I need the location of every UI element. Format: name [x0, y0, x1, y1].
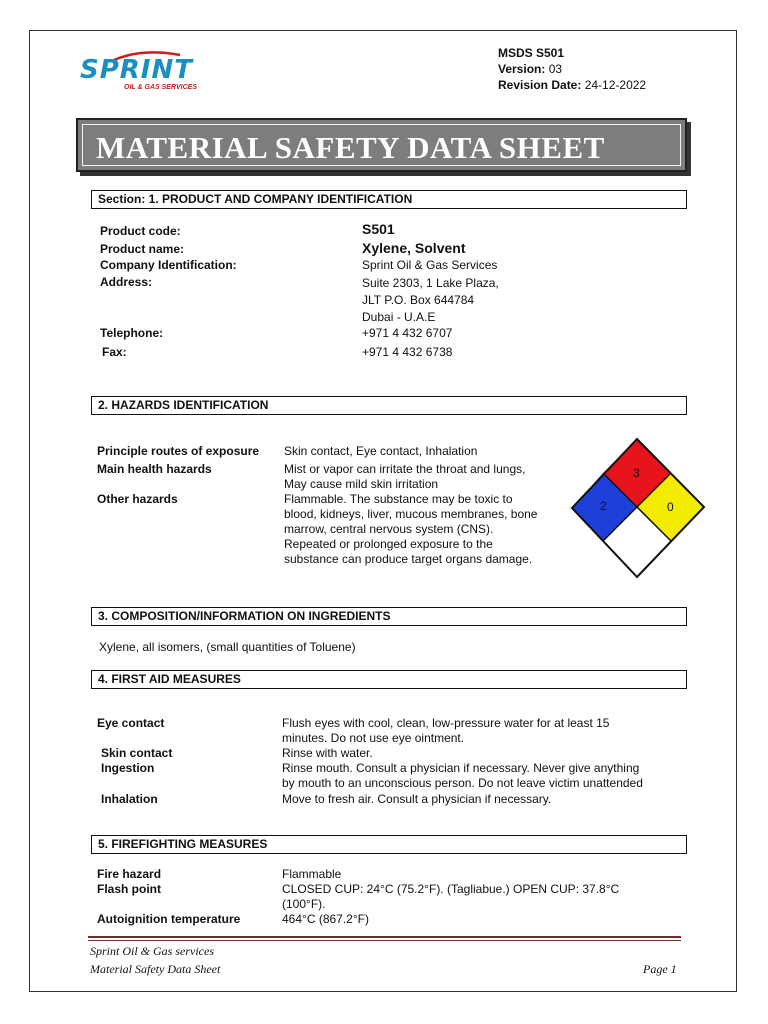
autoignition-label: Autoignition temperature	[97, 912, 241, 926]
fax-label: Fax:	[102, 345, 127, 359]
section1-heading: Section: 1. PRODUCT AND COMPANY IDENTIFICATION	[91, 190, 687, 209]
version-value: 03	[548, 62, 563, 76]
footer-rule	[88, 936, 681, 938]
product-code: S501	[362, 221, 395, 237]
other-hazards	[284, 492, 537, 567]
section4-heading: 4. FIRST AID MEASURES	[91, 670, 687, 689]
routes: Skin contact, Eye contact, Inhalation	[284, 444, 478, 458]
eye-line: minutes. Do not use eye ointment.	[282, 731, 465, 745]
revision-value: 24-12-2022	[584, 78, 647, 92]
telephone-label: Telephone:	[100, 326, 164, 340]
flash-point-label: Flash point	[97, 882, 161, 896]
revision-line	[498, 78, 646, 93]
flash-line: (100°F).	[282, 897, 326, 911]
inhalation-label: Inhalation	[101, 792, 158, 806]
revision-label: Revision Date:	[498, 78, 582, 92]
section2-heading: 2. HAZARDS IDENTIFICATION	[91, 396, 687, 415]
other-line: marrow, central nervous system (CNS).	[284, 522, 494, 536]
version-label: Version:	[498, 62, 546, 76]
address-line: Dubai - U.A.E	[362, 310, 436, 324]
nfpa-health-value: 2	[600, 499, 607, 513]
skin-contact: Rinse with water.	[282, 746, 373, 760]
health-line: Mist or vapor can irritate the throat and lungs,	[284, 462, 526, 476]
footer-company: Sprint Oil & Gas services	[90, 944, 214, 958]
logo-subtitle: OIL & GAS SERVICES	[124, 84, 197, 91]
other-line: Flammable. The substance may be toxic to	[284, 492, 513, 506]
ingestion-line: by mouth to an unconscious person. Do not leave victim unattended	[282, 776, 643, 790]
eye-line: Flush eyes with cool, clean, low-pressure water for at least 15	[282, 716, 610, 730]
fire-hazard-label: Fire hazard	[97, 867, 162, 881]
footer-doc-title: Material Safety Data Sheet	[90, 962, 221, 976]
skin-contact-label: Skin contact	[101, 746, 173, 760]
flash-point	[282, 882, 619, 912]
telephone: +971 4 432 6707	[362, 326, 453, 340]
footer-rule	[88, 940, 681, 941]
address-line: JLT P.O. Box 644784	[362, 293, 475, 307]
address-label: Address:	[100, 275, 153, 289]
fire-hazard: Flammable	[282, 867, 342, 881]
eye-contact	[282, 716, 609, 746]
page-title: MATERIAL SAFETY DATA SHEET	[96, 130, 605, 165]
health-hazards	[284, 462, 525, 492]
address	[362, 275, 499, 326]
routes-label: Principle routes of exposure	[97, 444, 260, 458]
product-name: Xylene, Solvent	[362, 240, 466, 256]
other-line: blood, kidneys, liver, mucous membranes, bone	[284, 507, 538, 521]
nfpa-instability-value: 0	[667, 500, 674, 514]
product-name-label: Product name:	[100, 242, 185, 256]
nfpa-diamond-icon	[570, 437, 710, 582]
address-line: Suite 2303, 1 Lake Plaza,	[362, 276, 499, 290]
product-code-label: Product code:	[100, 224, 181, 238]
other-line: substance can produce target organs damage.	[284, 552, 533, 566]
health-label: Main health hazards	[97, 462, 212, 476]
autoignition: 464°C (867.2°F)	[282, 912, 369, 926]
footer-page-number: Page 1	[643, 962, 677, 976]
msds-id: MSDS S501	[498, 46, 565, 60]
ingestion-label: Ingestion	[101, 761, 155, 775]
ingestion-line: Rinse mouth. Consult a physician if necessary. Never give anything	[282, 761, 640, 775]
nfpa-flammability-value: 3	[633, 466, 640, 480]
inhalation: Move to fresh air. Consult a physician if necessary.	[282, 792, 552, 806]
fax: +971 4 432 6738	[362, 345, 453, 359]
section5-heading: 5. FIREFIGHTING MEASURES	[91, 835, 687, 854]
flash-line: CLOSED CUP: 24°C (75.2°F). (Tagliabue.) OPEN CUP: 37.8°C	[282, 882, 620, 896]
company-logo: SPRINT	[80, 55, 193, 85]
other-label: Other hazards	[97, 492, 178, 506]
section3-heading: 3. COMPOSITION/INFORMATION ON INGREDIENTS	[91, 607, 687, 626]
eye-contact-label: Eye contact	[97, 716, 165, 730]
version-line	[498, 62, 562, 77]
health-line: May cause mild skin irritation	[284, 477, 439, 491]
composition-text: Xylene, all isomers, (small quantities of Toluene)	[99, 640, 356, 654]
ingestion	[282, 761, 643, 791]
other-line: Repeated or prolonged exposure to the	[284, 537, 493, 551]
company-label: Company Identification:	[100, 258, 237, 272]
company-name: Sprint Oil & Gas Services	[362, 258, 498, 272]
